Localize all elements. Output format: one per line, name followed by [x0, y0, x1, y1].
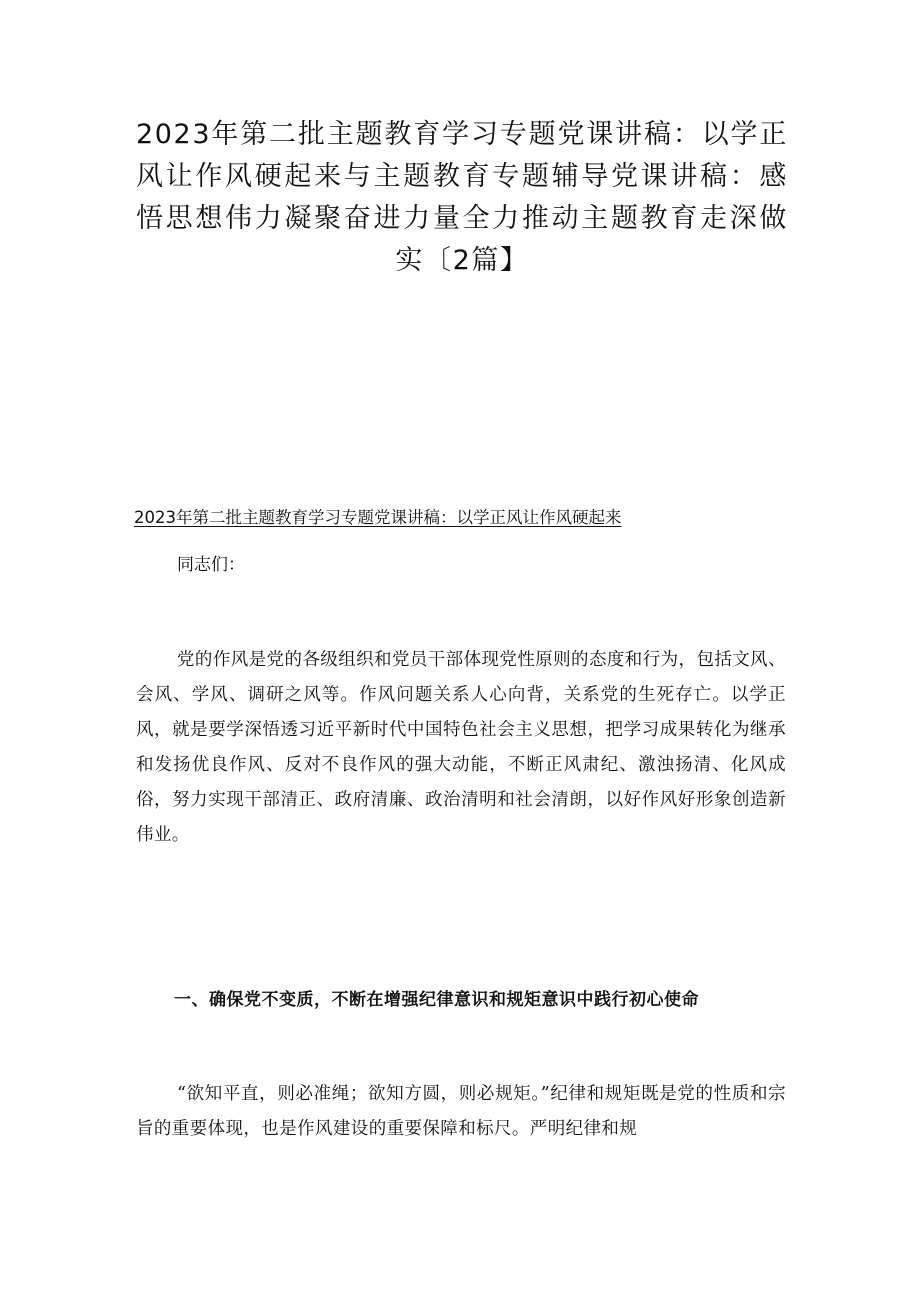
body-paragraph: 党的作风是党的各级组织和党员干部体现党性原则的态度和行为，包括文风、会风、学风、调研之风等。作风问题关系人心向背，关系党的生死存亡。以学正风，就是要学深悟透习近平新时代中国特色社会主义思想，把学习成果转化为继承和发扬优良作风、反对不良作风的强大动能，不断正风肃纪、激浊扬清、化风成俗，努力实现干部清正、政府清廉、政治清明和社会清朗，以好作风好形象创造新伟业。	[136, 650, 786, 845]
document-title: 2023年第二批主题教育学习专题党课讲稿：以学正风让作风硬起来与主题教育专题辅导党课讲稿：感悟思想伟力凝聚奋进力量全力推动主题教育走深做实〔2篇】	[136, 119, 788, 276]
subsection-heading: 一、确保党不变质，不断在增强纪律意识和规矩意识中践行初心使命	[174, 990, 699, 1010]
body-paragraph: “欲知平直，则必准绳；欲知方圆，则必规矩。”纪律和规矩既是党的性质和宗旨的重要体现，也是作风建设的重要保障和标尺。严明纪律和规	[136, 1084, 786, 1139]
salutation: 同志们：	[177, 555, 245, 575]
section-title: 2023年第二批主题教育学习专题党课讲稿：以学正风让作风硬起来	[134, 508, 622, 527]
